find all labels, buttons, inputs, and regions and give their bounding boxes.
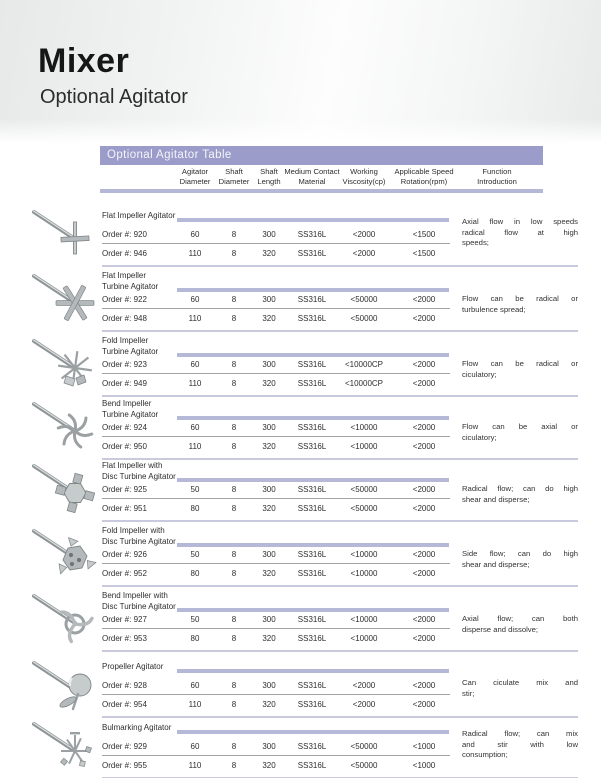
column-header-applicable-speed-rotation [384, 167, 464, 187]
column-header-line: Introduction [477, 177, 517, 186]
bend-impeller-disc-turbine-agitator-image [28, 589, 98, 647]
order-number: Order #: 927 [102, 615, 147, 624]
cell-agitator-diameter: 110 [188, 314, 202, 323]
group-accent-bar [177, 608, 449, 612]
cell-agitator-diameter: 110 [188, 379, 202, 388]
cell-applicable-speed-rotation: <2000 [412, 504, 436, 513]
function-line: radical flow at high [462, 227, 578, 237]
cell-medium-contact-material: SS316L [297, 761, 327, 770]
agitator-type-name: Turbine Agitator [102, 346, 159, 356]
cell-medium-contact-material: SS316L [297, 314, 327, 323]
function-line: disperse and dissolve; [462, 624, 539, 634]
group-end-line [102, 650, 578, 652]
cell-agitator-diameter: 60 [190, 360, 200, 369]
cell-agitator-diameter: 60 [190, 742, 200, 751]
cell-medium-contact-material: SS316L [297, 700, 327, 709]
cell-working-viscosity: <10000 [350, 550, 378, 559]
cell-working-viscosity: <2000 [352, 700, 376, 709]
flat-impeller-turbine-agitator-image [28, 269, 98, 327]
cell-shaft-length: 320 [262, 634, 276, 643]
cell-applicable-speed-rotation: <1000 [412, 742, 436, 751]
cell-shaft-diameter: 8 [231, 442, 237, 451]
cell-working-viscosity: <50000 [350, 314, 378, 323]
group-accent-bar [177, 669, 449, 673]
cell-applicable-speed-rotation: <2000 [412, 634, 436, 643]
row-separator-line [102, 436, 450, 437]
cell-agitator-diameter: 110 [188, 700, 202, 709]
function-line: Radical flow; can do high [462, 484, 578, 493]
cell-shaft-length: 320 [262, 761, 276, 770]
agitator-type-name: Disc Turbine Agitator [102, 471, 176, 481]
cell-shaft-diameter: 8 [231, 360, 237, 369]
agitator-group-bulmarking [0, 723, 601, 778]
page-title: Mixer [38, 42, 130, 80]
group-accent-bar [177, 730, 449, 734]
cell-shaft-length: 300 [262, 423, 276, 432]
cell-agitator-diameter: 110 [188, 761, 202, 770]
row-separator-line [102, 373, 450, 374]
cell-working-viscosity: <10000 [350, 423, 378, 432]
cell-working-viscosity: <2000 [352, 230, 376, 239]
row-separator-line [102, 755, 450, 756]
order-number: Order #: 952 [102, 569, 147, 578]
row-separator-line [102, 498, 450, 499]
order-number: Order #: 950 [102, 442, 147, 451]
order-number: Order #: 949 [102, 379, 147, 388]
cell-shaft-diameter: 8 [231, 761, 237, 770]
function-line: Radical flow; can mix [462, 729, 578, 738]
function-introduction-text [462, 549, 578, 570]
agitator-group-flat-impeller-turbine [0, 271, 601, 337]
row-separator-line [102, 563, 450, 564]
agitator-type-name: Bend Impeller with [102, 591, 168, 600]
bend-impeller-turbine-agitator-image [28, 397, 98, 455]
cell-medium-contact-material: SS316L [297, 442, 327, 451]
row-separator-line [102, 308, 450, 309]
column-header-line: Working [350, 167, 378, 176]
function-line: Can ciculate mix and [462, 678, 578, 687]
agitator-type-name: Bend Impeller [102, 399, 152, 408]
function-line: speeds; [462, 238, 489, 247]
function-introduction-text [462, 614, 578, 635]
order-number: Order #: 920 [102, 230, 147, 239]
cell-agitator-diameter: 60 [190, 295, 200, 304]
function-line: stir; [462, 688, 475, 698]
agitator-type-name: Fold Impeller with [102, 526, 165, 535]
cell-shaft-length: 300 [262, 230, 276, 239]
cell-working-viscosity: <10000 [350, 442, 378, 451]
agitator-group-bend-impeller-turbine [0, 399, 601, 465]
group-accent-bar [177, 218, 449, 222]
order-number: Order #: 924 [102, 423, 147, 432]
cell-shaft-diameter: 8 [231, 634, 237, 643]
function-introduction-text [462, 422, 578, 443]
agitator-type-name: Propeller Agitator [102, 662, 164, 671]
column-header-line: Function [482, 167, 512, 176]
cell-working-viscosity: <10000 [350, 569, 378, 578]
cell-working-viscosity: <10000 [350, 615, 378, 624]
cell-shaft-length: 300 [262, 485, 276, 494]
cell-shaft-diameter: 8 [231, 700, 237, 709]
cell-shaft-length: 300 [262, 681, 276, 690]
cell-agitator-diameter: 60 [190, 681, 200, 690]
column-header-line: Agitator [181, 167, 209, 176]
agitator-type-name: Disc Turbine Agitator [102, 601, 176, 611]
cell-shaft-diameter: 8 [231, 295, 237, 304]
function-line: Side flow; can do high [462, 549, 578, 558]
cell-applicable-speed-rotation: <2000 [412, 314, 436, 323]
cell-medium-contact-material: SS316L [297, 379, 327, 388]
cell-shaft-diameter: 8 [231, 615, 237, 624]
column-header-line: Applicable Speed [394, 167, 454, 176]
cell-shaft-length: 320 [262, 569, 276, 578]
cell-applicable-speed-rotation: <2000 [412, 681, 436, 690]
agitator-type-name: Turbine Agitator [102, 281, 159, 291]
cell-applicable-speed-rotation: <2000 [412, 569, 436, 578]
order-number: Order #: 928 [102, 681, 147, 690]
cell-medium-contact-material: SS316L [297, 230, 327, 239]
group-end-line [102, 330, 578, 332]
cell-agitator-diameter: 80 [190, 634, 200, 643]
agitator-group-flat-impeller [0, 211, 601, 277]
function-line: consumption; [462, 750, 508, 759]
function-line: turbulence spread; [462, 304, 526, 314]
cell-applicable-speed-rotation: <2000 [412, 295, 436, 304]
cell-shaft-length: 320 [262, 379, 276, 388]
column-header-line: Diameter [179, 177, 211, 186]
cell-medium-contact-material: SS316L [297, 634, 327, 643]
group-end-line [102, 716, 578, 718]
bulmarking-agitator-image [28, 717, 98, 775]
order-number: Order #: 923 [102, 360, 147, 369]
fold-impeller-disc-turbine-agitator-image [28, 524, 98, 582]
order-number: Order #: 953 [102, 634, 147, 643]
cell-shaft-diameter: 8 [231, 504, 237, 513]
column-header-line: Material [298, 177, 326, 186]
agitator-type-name: Fold Impeller [102, 336, 149, 345]
cell-shaft-length: 300 [262, 360, 276, 369]
order-number: Order #: 922 [102, 295, 147, 304]
agitator-type-name: Turbine Agitator [102, 409, 159, 419]
header-underline [100, 189, 543, 193]
cell-medium-contact-material: SS316L [297, 681, 327, 690]
flat-impeller-agitator-image [28, 205, 98, 263]
cell-medium-contact-material: SS316L [297, 615, 327, 624]
group-accent-bar [177, 288, 449, 292]
order-number: Order #: 929 [102, 742, 147, 751]
cell-shaft-length: 300 [262, 615, 276, 624]
cell-shaft-length: 320 [262, 504, 276, 513]
cell-agitator-diameter: 60 [190, 230, 200, 239]
function-introduction-text [462, 484, 578, 505]
function-introduction-text [462, 678, 578, 699]
function-line: Flow can be axial or [462, 422, 578, 431]
cell-applicable-speed-rotation: <2000 [412, 379, 436, 388]
order-number: Order #: 946 [102, 249, 147, 258]
cell-medium-contact-material: SS316L [297, 295, 327, 304]
agitator-group-fold-impeller-turbine [0, 336, 601, 402]
group-accent-bar [177, 416, 449, 420]
cell-shaft-length: 320 [262, 442, 276, 451]
cell-applicable-speed-rotation: <1000 [412, 761, 436, 770]
group-accent-bar [177, 478, 449, 482]
cell-agitator-diameter: 50 [190, 550, 200, 559]
cell-working-viscosity: <2000 [352, 681, 376, 690]
cell-working-viscosity: <50000 [350, 761, 378, 770]
order-number: Order #: 948 [102, 314, 147, 323]
function-line: shear and disperse; [462, 494, 530, 504]
function-line: Flow can be radical or [462, 359, 578, 368]
cell-shaft-diameter: 8 [231, 550, 237, 559]
column-header-line: Diameter [218, 177, 250, 186]
function-line: Axial flow; can both [462, 614, 578, 623]
column-header-line: Viscosity(cp) [342, 177, 386, 186]
cell-applicable-speed-rotation: <2000 [412, 360, 436, 369]
cell-shaft-diameter: 8 [231, 569, 237, 578]
row-separator-line [102, 694, 450, 695]
cell-agitator-diameter: 50 [190, 485, 200, 494]
function-line: shear and disperse; [462, 559, 530, 569]
column-header-function-introduction [457, 167, 537, 187]
cell-shaft-length: 320 [262, 314, 276, 323]
cell-agitator-diameter: 50 [190, 615, 200, 624]
agitator-group-fold-impeller-disc-turbine [0, 526, 601, 592]
column-header-line: Medium Contact [284, 167, 340, 176]
cell-working-viscosity: <50000 [350, 504, 378, 513]
cell-shaft-diameter: 8 [231, 681, 237, 690]
order-number: Order #: 926 [102, 550, 147, 559]
cell-applicable-speed-rotation: <1500 [412, 249, 436, 258]
function-introduction-text [462, 217, 578, 249]
cell-medium-contact-material: SS316L [297, 360, 327, 369]
cell-working-viscosity: <10000CP [344, 379, 384, 388]
group-end-line [102, 265, 578, 267]
agitator-type-name: Flat Impeller Agitator [102, 211, 176, 220]
agitator-group-flat-impeller-disc-turbine [0, 461, 601, 527]
cell-agitator-diameter: 110 [188, 249, 202, 258]
cell-medium-contact-material: SS316L [297, 249, 327, 258]
cell-agitator-diameter: 110 [188, 442, 202, 451]
group-accent-bar [177, 353, 449, 357]
column-header-line: Length [257, 177, 281, 186]
function-introduction-text [462, 294, 578, 315]
agitator-group-bend-impeller-disc-turbine [0, 591, 601, 657]
cell-applicable-speed-rotation: <2000 [412, 550, 436, 559]
cell-applicable-speed-rotation: <2000 [412, 423, 436, 432]
order-number: Order #: 925 [102, 485, 147, 494]
cell-shaft-diameter: 8 [231, 314, 237, 323]
group-end-line [102, 395, 578, 397]
row-separator-line [102, 628, 450, 629]
group-end-line [102, 520, 578, 522]
propeller-agitator-image [28, 656, 98, 714]
column-header-line: Rotation(rpm) [400, 177, 448, 186]
function-introduction-text [462, 359, 578, 380]
cell-working-viscosity: <50000 [350, 485, 378, 494]
cell-working-viscosity: <10000CP [344, 360, 384, 369]
column-header-line: Shaft [260, 167, 278, 176]
fold-impeller-turbine-agitator-image [28, 334, 98, 392]
flat-impeller-disc-turbine-agitator-image [28, 459, 98, 517]
cell-shaft-diameter: 8 [231, 423, 237, 432]
cell-applicable-speed-rotation: <1500 [412, 230, 436, 239]
cell-medium-contact-material: SS316L [297, 742, 327, 751]
cell-agitator-diameter: 80 [190, 504, 200, 513]
function-line: Flow can be radical or [462, 294, 578, 303]
group-end-line [102, 585, 578, 587]
cell-shaft-length: 320 [262, 249, 276, 258]
order-number: Order #: 951 [102, 504, 147, 513]
group-accent-bar [177, 543, 449, 547]
agitator-type-name: Flat Impeller [102, 271, 147, 280]
function-line: ciculatory; [462, 369, 497, 379]
order-number: Order #: 954 [102, 700, 147, 709]
function-line: ciculatory; [462, 432, 497, 442]
cell-shaft-length: 320 [262, 700, 276, 709]
function-line: Axial flow in low speeds [462, 217, 578, 226]
column-header-line: Shaft [225, 167, 243, 176]
agitator-type-name: Bulmarking Agitator [102, 723, 172, 732]
order-number: Order #: 955 [102, 761, 147, 770]
cell-shaft-length: 300 [262, 295, 276, 304]
cell-shaft-diameter: 8 [231, 379, 237, 388]
cell-shaft-diameter: 8 [231, 742, 237, 751]
cell-shaft-length: 300 [262, 742, 276, 751]
cell-agitator-diameter: 60 [190, 423, 200, 432]
function-introduction-text [462, 729, 578, 761]
cell-agitator-diameter: 80 [190, 569, 200, 578]
cell-shaft-diameter: 8 [231, 230, 237, 239]
row-separator-line [102, 243, 450, 244]
table-title-band: Optional Agitator Table [100, 146, 543, 165]
cell-working-viscosity: <2000 [352, 249, 376, 258]
function-line: and stir with low [462, 739, 578, 749]
cell-shaft-diameter: 8 [231, 485, 237, 494]
cell-applicable-speed-rotation: <2000 [412, 615, 436, 624]
cell-working-viscosity: <50000 [350, 742, 378, 751]
cell-medium-contact-material: SS316L [297, 485, 327, 494]
cell-applicable-speed-rotation: <2000 [412, 442, 436, 451]
agitator-type-name: Flat Impeller with [102, 461, 163, 470]
cell-working-viscosity: <10000 [350, 634, 378, 643]
cell-applicable-speed-rotation: <2000 [412, 485, 436, 494]
cell-medium-contact-material: SS316L [297, 569, 327, 578]
cell-working-viscosity: <50000 [350, 295, 378, 304]
cell-shaft-diameter: 8 [231, 249, 237, 258]
cell-medium-contact-material: SS316L [297, 504, 327, 513]
cell-medium-contact-material: SS316L [297, 550, 327, 559]
cell-medium-contact-material: SS316L [297, 423, 327, 432]
page-subtitle: Optional Agitator [40, 86, 188, 108]
agitator-type-name: Disc Turbine Agitator [102, 536, 176, 546]
cell-applicable-speed-rotation: <2000 [412, 700, 436, 709]
group-end-line [102, 458, 578, 460]
cell-shaft-length: 300 [262, 550, 276, 559]
